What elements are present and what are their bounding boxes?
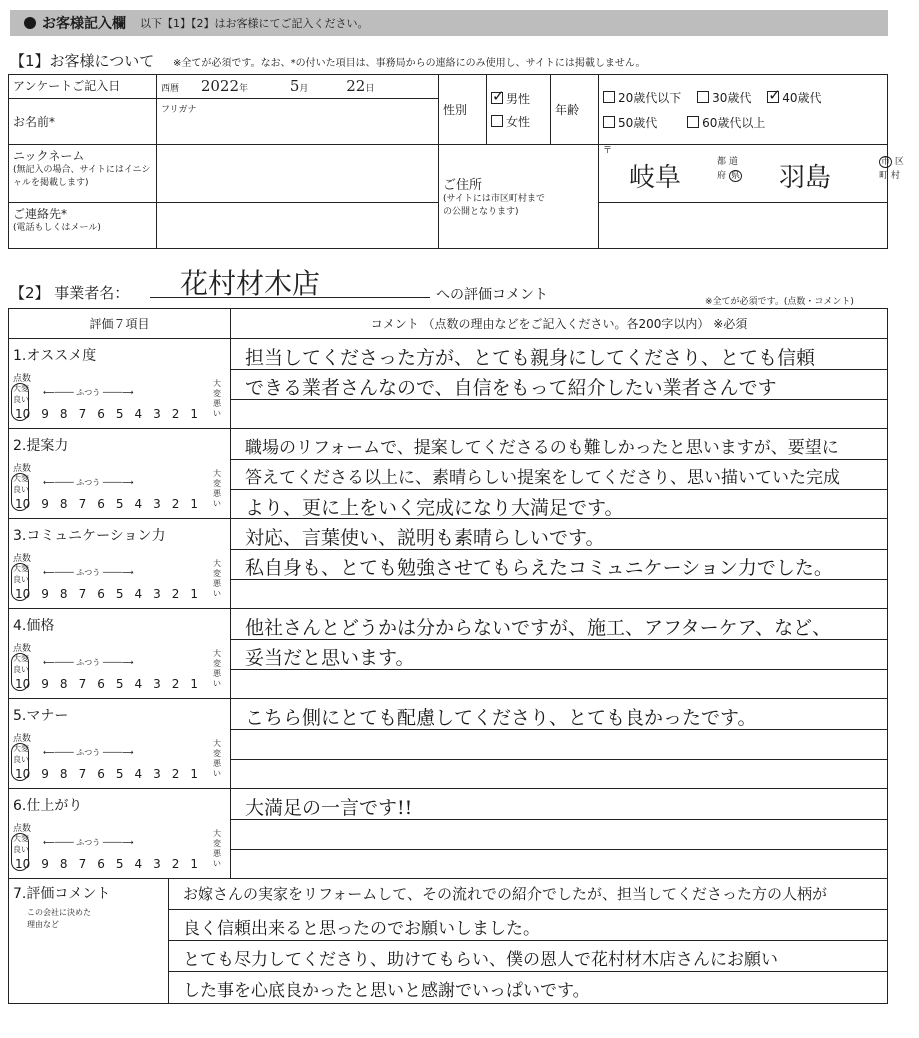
scale-bad-label: 大変 悪い [213,649,221,688]
section2-note: ※全てが必須です。(点数・コメント) [705,297,854,307]
score-number[interactable]: 4 [134,497,143,511]
score-numbers [15,857,198,871]
age-options[interactable] [599,75,888,145]
score-number[interactable]: 7 [78,407,87,421]
address-label: ご住所 [443,178,483,193]
item-score-area[interactable] [9,609,231,698]
col-left-header: 評価７項目 [9,309,231,338]
address-label-cell [439,145,599,249]
final-title: 7.評価コメント [13,886,111,902]
selected-score-circle [11,473,29,511]
postal-mark: 〒 [603,146,613,156]
score-number[interactable]: 8 [59,407,68,421]
item-score-area[interactable] [9,789,231,878]
score-number[interactable]: 6 [97,587,105,601]
points-label: 点数 [13,554,32,564]
year-value: 2022 [200,77,240,95]
address-note: (サイトには市区町村までの公開となります) [443,194,545,217]
comment-rule-line [231,759,887,760]
bullet-icon [24,17,36,29]
header-title: お客様記入欄 [42,16,126,32]
era-label: 西暦 [161,84,180,94]
points-label: 点数 [13,374,32,384]
score-number[interactable]: 10 [15,767,31,781]
item-score-area[interactable] [9,429,231,518]
item-comment-area[interactable] [231,519,887,608]
score-number[interactable]: 2 [171,497,180,511]
score-number[interactable]: 8 [59,677,68,691]
score-number[interactable]: 2 [171,767,180,781]
score-numbers [15,677,198,691]
score-number[interactable]: 5 [115,677,124,691]
score-number[interactable]: 1 [190,587,199,601]
male-checkbox[interactable] [491,92,503,104]
scale-good-label: 大変 良い [13,654,29,674]
score-number[interactable]: 5 [115,767,124,781]
form-header [10,10,888,36]
selected-score-circle [11,383,29,421]
points-label: 点数 [13,824,32,834]
evaluation-item [9,429,887,519]
furigana-label: フリガナ [161,105,197,115]
item-title: 4.価格 [13,618,55,634]
score-number[interactable]: 1 [190,857,199,871]
final-comment-row [9,879,887,1003]
evaluation-item [9,699,887,789]
score-number[interactable]: 3 [153,497,161,511]
city-suffix: 市 区 町 村 [879,157,904,181]
score-number[interactable]: 2 [171,407,180,421]
score-numbers [15,587,198,601]
business-after: への評価コメント [436,287,548,303]
comment-rule-line [231,849,887,850]
comment-rule-line [169,909,887,910]
score-number[interactable]: 1 [190,497,199,511]
score-number[interactable]: 8 [59,587,68,601]
score-number[interactable]: 3 [153,857,161,871]
comment-text: 妥当だと思います。 [245,647,415,669]
comment-text: 私自身も、とても勉強させてもらえたコミュニケーション力でした。 [245,557,833,579]
score-number[interactable]: 2 [171,677,180,691]
age-50s-checkbox[interactable] [603,116,615,128]
scale-good-label: 大変 良い [13,744,29,764]
comment-text: 他社さんとどうかは分からないですが、施工、アフターケア、など、 [245,617,832,639]
customer-info-table [8,74,904,249]
points-label: 点数 [13,734,32,744]
score-number[interactable]: 6 [97,857,105,871]
score-number[interactable]: 5 [115,497,124,511]
score-number[interactable]: 3 [153,587,161,601]
score-number[interactable]: 9 [41,677,49,691]
points-label: 点数 [13,644,32,654]
section1-title [10,50,646,71]
score-number[interactable]: 9 [41,587,49,601]
male-label: 男性 [506,91,531,106]
evaluation-item [9,609,887,699]
final-sub: この会社に決めた 理由など [27,908,91,929]
age-40s-label: 40歳代 [782,90,822,105]
header-note: 以下【1】【2】はお客様にてご記入ください。 [140,17,369,30]
female-label: 女性 [506,114,531,129]
scale-arrow: ⟵──── ふつう ────⟶ [43,838,134,847]
score-number[interactable]: 7 [78,767,87,781]
score-number[interactable]: 10 [15,407,31,421]
name-label: お名前* [9,99,157,145]
evaluation-item [9,519,887,609]
scale-good-label: 大変 良い [13,384,29,404]
score-number[interactable]: 4 [134,677,143,691]
comment-text: 担当してくださった方が、とても親身にしてくださり、とても信頼 [245,347,816,369]
evaluation-item [9,789,887,879]
comment-text: より、更に上をいく完成になり大満足です。 [245,497,624,519]
selected-score-circle [11,743,29,781]
comment-text: できる業者さんなので、自信をもって紹介したい業者さんです [245,377,777,399]
comment-text: こちら側にとても配慮してくださり、とても良かったです。 [245,707,757,729]
score-number[interactable]: 9 [41,407,49,421]
selected-score-circle [11,833,29,871]
final-comment-text: 良く信頼出来ると思ったのでお願いしました。 [183,919,540,939]
score-number[interactable]: 6 [97,767,105,781]
score-number[interactable]: 1 [190,677,199,691]
item-comment-area[interactable] [231,339,887,428]
score-number[interactable]: 4 [134,587,143,601]
contact-cell [9,203,157,249]
comment-rule-line [169,940,887,941]
nickname-note: (無記入の場合、サイトにはイニシャルを掲載します) [13,165,151,188]
comment-text: 答えてくださる以上に、素晴らしい提案をしてくださり、思い描いていた完成 [245,468,840,488]
pref-suffix: 都 道 府 県 [717,157,740,181]
evaluation-items [9,339,887,879]
score-number[interactable]: 6 [97,497,105,511]
score-number[interactable]: 5 [115,407,124,421]
selected-score-circle [11,563,29,601]
score-number[interactable]: 4 [134,407,143,421]
item-score-area[interactable] [9,339,231,428]
comment-rule-line [231,489,887,490]
business-name: 花村材木店 [150,262,430,298]
age-30s-checkbox[interactable] [697,91,709,103]
score-number[interactable]: 8 [59,857,68,871]
score-number[interactable]: 7 [78,857,87,871]
age-60s-checkbox[interactable] [687,116,699,128]
score-numbers [15,497,198,511]
score-number[interactable]: 4 [134,857,143,871]
item-score-area[interactable] [9,519,231,608]
scale-bad-label: 大変 悪い [213,739,221,778]
comment-rule-line [169,971,887,972]
scale-bad-label: 大変 悪い [213,469,221,508]
score-number[interactable]: 8 [59,767,68,781]
item-title: 2.提案力 [13,438,69,454]
contact-label: ご連絡先* [13,207,68,221]
score-number[interactable]: 9 [41,857,49,871]
female-checkbox[interactable] [491,115,503,127]
age-30s-label: 30歳代 [712,90,752,105]
score-number[interactable]: 2 [171,587,180,601]
score-number[interactable]: 10 [15,497,31,511]
item-comment-area[interactable] [231,789,887,878]
scale-bad-label: 大変 悪い [213,559,221,598]
scale-bad-label: 大変 悪い [213,379,221,418]
final-comment-area[interactable] [169,879,887,1003]
scale-good-label: 大変 良い [13,474,29,494]
day-value: 22 [346,77,366,95]
score-number[interactable]: 7 [78,677,87,691]
score-number[interactable]: 7 [78,587,87,601]
col-right-header: コメント （点数の理由などをご記入ください。各200字以内） ※必須 [370,317,748,331]
comment-text: 対応、言葉使い、説明も素晴らしいです。 [245,527,605,549]
address-field[interactable] [599,145,904,203]
scale-good-label: 大変 良い [13,564,29,584]
age-label: 年齢 [551,75,599,145]
selected-score-circle [11,653,29,691]
final-comment-text: とても尽力してくださり、助けてもらい、僕の恩人で花村材木店さんにお願い [183,950,778,970]
score-number[interactable]: 10 [15,857,31,871]
scale-arrow: ⟵──── ふつう ────⟶ [43,748,134,757]
age-60s-label: 60歳代以上 [702,115,766,130]
comment-text: 大満足の一言です!! [245,797,413,819]
final-left [9,879,169,1003]
scale-arrow: ⟵──── ふつう ────⟶ [43,478,134,487]
gender-options[interactable] [487,75,551,145]
score-number[interactable]: 6 [97,407,105,421]
prefecture-value: 岐阜 [629,163,682,193]
points-label: 点数 [13,464,32,474]
date-label: アンケートご記入日 [9,75,157,99]
gender-label: 性別 [439,75,487,145]
comment-rule-line [231,459,887,460]
score-number[interactable]: 10 [15,587,31,601]
section1-note: ※全てが必須です。なお、*の付いた項目は、事務局からの連絡にのみ使用し、サイトには掲載しません。 [173,58,646,69]
item-score-area[interactable] [9,699,231,788]
contact-note: (電話もしくはメール) [13,223,101,233]
evaluation-item [9,339,887,429]
item-comment-area[interactable] [231,429,887,518]
scale-good-label: 大変 良い [13,834,29,854]
month-value: 5 [289,77,300,95]
age-20s-label: 20歳代以下 [618,90,682,105]
year-unit: 年 [239,84,249,94]
age-20s-checkbox[interactable] [603,91,615,103]
age-40s-checkbox[interactable] [767,91,779,103]
score-number[interactable]: 5 [115,857,124,871]
evaluation-table [8,308,888,1004]
score-number[interactable]: 1 [190,767,199,781]
address-field-2[interactable] [599,203,888,249]
evaluation-header [9,309,887,339]
item-title: 5.マナー [13,708,69,724]
section1-heading: 【1】お客様について [10,52,155,70]
item-title: 1.オススメ度 [13,348,97,364]
score-numbers [15,767,198,781]
name-field[interactable] [157,99,439,145]
score-number[interactable]: 3 [153,677,161,691]
score-number[interactable]: 3 [153,767,161,781]
nickname-label: ニックネーム [13,149,85,163]
score-number[interactable]: 9 [41,497,49,511]
final-comment-text: お嫁さんの実家をリフォームして、その流れでの紹介でしたが、担当してくださった方の人柄が [183,885,827,903]
date-field[interactable] [157,75,439,99]
score-number[interactable]: 10 [15,677,31,691]
section2-title: 【2】 事業者名： [10,284,130,302]
score-number[interactable]: 2 [171,857,180,871]
item-comment-area[interactable] [231,699,887,788]
age-50s-label: 50歳代 [618,115,658,130]
score-numbers [15,407,198,421]
score-number[interactable]: 5 [115,587,124,601]
scale-bad-label: 大変 悪い [213,829,221,868]
scale-arrow: ⟵──── ふつう ────⟶ [43,568,134,577]
comment-text: 職場のリフォームで、提案してくださるのも難しかったと思いますが、要望に [245,438,839,458]
score-number[interactable]: 6 [97,677,105,691]
final-comment-text: した事を心底良かったと思いと感謝でいっぱいです。 [183,981,590,1001]
score-number[interactable]: 8 [59,497,68,511]
score-number[interactable]: 9 [41,767,49,781]
score-number[interactable]: 4 [134,767,143,781]
city-value: 羽島 [779,163,832,193]
item-title: 6.仕上がり [13,798,83,814]
scale-arrow: ⟵──── ふつう ────⟶ [43,658,134,667]
score-number[interactable]: 1 [190,407,199,421]
score-number[interactable]: 7 [78,497,87,511]
scale-arrow: ⟵──── ふつう ────⟶ [43,388,134,397]
contact-field[interactable] [157,203,439,249]
month-unit: 月 [299,84,309,94]
item-comment-area[interactable] [231,609,887,698]
nickname-field[interactable] [157,145,439,203]
score-number[interactable]: 3 [153,407,161,421]
day-unit: 日 [365,84,375,94]
nickname-cell [9,145,157,203]
item-title: 3.コミュニケーション力 [13,528,166,544]
